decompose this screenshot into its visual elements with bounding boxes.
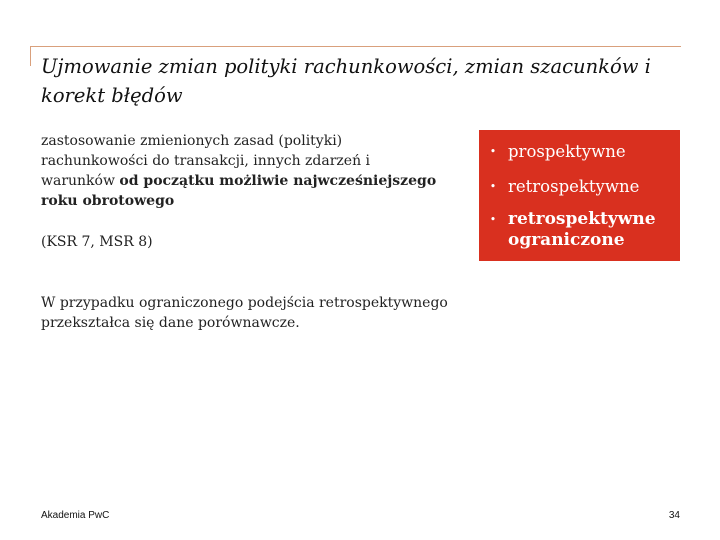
option-label: prospektywne xyxy=(508,142,626,161)
title-rule-horizontal xyxy=(30,46,681,47)
standard-reference: (KSR 7, MSR 8) xyxy=(41,234,153,250)
bullet-icon: • xyxy=(489,145,497,158)
slide-title: Ujmowanie zmian polityki rachunkowości, zmian szacunków i korekt błędów xyxy=(41,55,651,107)
bullet-icon: • xyxy=(489,180,497,193)
definition-line-3-bold: od początku możliwie najwcześniejszego xyxy=(119,173,437,189)
comparative-data-note: W przypadku ograniczonego podejścia retrospektywnego przekształca się dane porównawcze. xyxy=(41,295,448,331)
footer-source: Akademia PwC xyxy=(41,510,110,521)
definition-line-4 xyxy=(41,191,481,211)
option-label: retrospektywne xyxy=(508,177,640,196)
definition-line-4-bold: roku obrotowego xyxy=(41,193,175,209)
page-number: 34 xyxy=(668,510,680,521)
definition-line-3-prefix: warunków xyxy=(41,173,120,189)
title-rule-vertical xyxy=(30,46,31,66)
definition-line-1: zastosowanie zmienionych zasad (polityki) xyxy=(41,133,343,149)
bullet-icon: • xyxy=(489,213,497,226)
definition-line-2: rachunkowości do transakcji, innych zdarzeń i xyxy=(41,153,371,169)
definition-line-3 xyxy=(41,171,481,191)
option-label: retrospektywne ograniczone xyxy=(508,209,656,250)
definition-text xyxy=(41,131,481,211)
